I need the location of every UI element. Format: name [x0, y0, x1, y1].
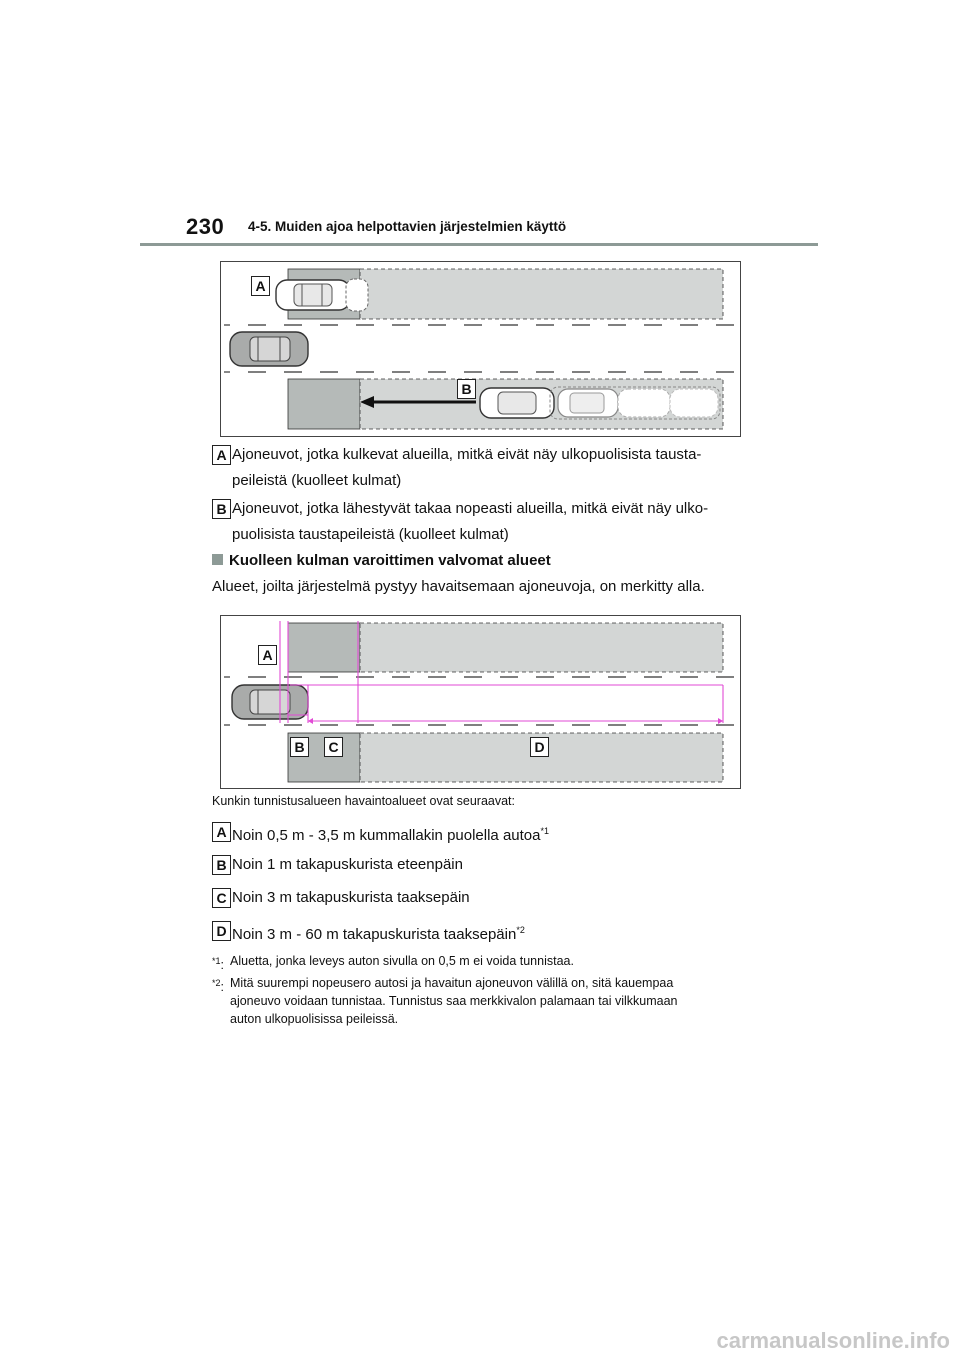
watermark: carmanualsonline.info: [716, 1328, 950, 1353]
subheading-text: Kuolleen kulman varoittimen valvomat alueet: [229, 552, 551, 569]
item-text: Noin 1 m takapuskurista eteenpäin: [232, 856, 463, 873]
footnote-line: ajoneuvo voidaan tunnistaa. Tunnistus saa merkkivalon palamaan tai vilkkumaan: [230, 994, 678, 1008]
item-text: Noin 3 m takapuskurista taaksepäin: [232, 889, 470, 906]
item-text-line1: Ajoneuvot, jotka kulkevat alueilla, mitkä eivät näy ulkopuolisista tausta-: [232, 446, 702, 463]
item-label-a: A: [212, 445, 231, 465]
footnote-ref: *1: [540, 826, 549, 836]
own-car: [232, 685, 308, 719]
figure2-label-c: C: [324, 737, 343, 757]
figure1-label-b: B: [457, 379, 476, 399]
footnote-mark: *2: [212, 978, 221, 988]
item-text-line2: peileistä (kuolleet kulmat): [232, 472, 402, 489]
item-text-line1: Ajoneuvot, jotka lähestyvät takaa nopeasti alueilla, mitkä eivät näy ulko-: [232, 500, 709, 517]
figure2-label-b: B: [290, 737, 309, 757]
item-label-b: B: [212, 855, 231, 875]
approaching-cars: [480, 387, 720, 419]
footnote-mark: *1: [212, 956, 221, 966]
footnote-line: Mitä suurempi nopeusero autosi ja havaitun ajoneuvon välillä on, sitä kauempaa: [230, 976, 674, 990]
footnote-line: Aluetta, jonka leveys auton sivulla on 0,5 m ei voida tunnistaa.: [230, 954, 574, 968]
car-in-blind-spot: [276, 279, 368, 311]
figure2-label-d: D: [530, 737, 549, 757]
header-rule: [140, 243, 818, 246]
subheading: [212, 552, 551, 569]
paragraph: Alueet, joilta järjestelmä pystyy havaitsemaan ajoneuvoja, on merkitty alla.: [212, 578, 705, 595]
footnote-line: auton ulkopuolisissa peileissä.: [230, 1012, 399, 1026]
square-bullet-icon: [212, 554, 223, 565]
own-car: [230, 332, 308, 366]
item-label-d: D: [212, 921, 231, 941]
section-title: 4-5. Muiden ajoa helpottavien järjestelmien käyttö: [248, 219, 567, 234]
figure-caption: Kunkin tunnistusalueen havaintoalueet ovat seuraavat:: [212, 794, 515, 808]
figure2-label-a: A: [258, 645, 277, 665]
footnote-ref: *2: [516, 925, 525, 935]
detection-area-figure: [220, 615, 741, 789]
item-label-a: A: [212, 822, 231, 842]
page-number: 230: [186, 214, 225, 239]
item-text: Noin 3 m - 60 m takapuskurista taaksepäin: [232, 926, 517, 943]
item-label-b: B: [212, 499, 231, 519]
figure1-label-a: A: [251, 276, 270, 296]
item-text: Noin 0,5 m - 3,5 m kummallakin puolella autoa: [232, 827, 541, 844]
item-label-c: C: [212, 888, 231, 908]
blind-spot-figure-1: [220, 261, 741, 437]
item-text-line2: puolisista taustapeileistä (kuolleet kulmat): [232, 526, 509, 543]
